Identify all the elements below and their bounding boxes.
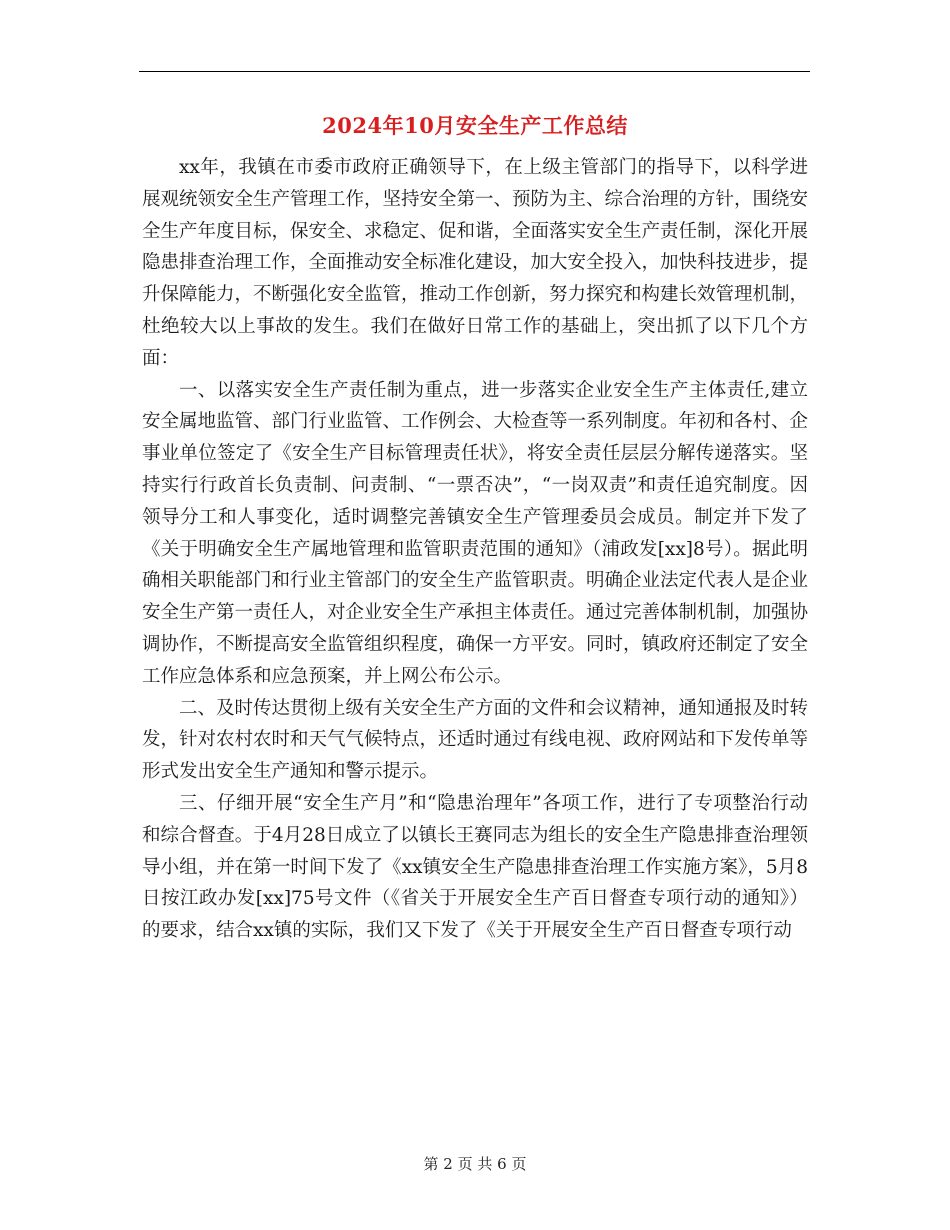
paragraph-section-2: 二、及时传达贯彻上级有关安全生产方面的文件和会议精神，通知通报及时转发，针对农村农时和天气气候特点，还适时通过有线电视、政府网站和下发传单等形式发出安全生产通知和警示提示。: [142, 697, 809, 783]
paragraph-section-3: 三、仔细开展“安全生产月”和“隐患治理年”各项工作，进行了专项整治行动和综合督查。于4月28日成立了以镇长王赛同志为组长的安全生产隐患排查治理领导小组，并在第一时间下发了《xx镇安全生产隐患排查治理工作实施方案》，5月8日按江政办发[xx]75号文件（《省关于开展安全生产百日督查专项行动的通知》）的要求，结合xx镇的实际，我们又下发了《关于开展安全生产百日督查专项行动: [142, 792, 808, 942]
document-body: [142, 152, 808, 947]
header-rule: [139, 71, 810, 72]
paragraph-intro: xx年，我镇在市委市政府正确领导下，在上级主管部门的指导下，以科学进展观统领安全生产管理工作，坚持安全第一、预防为主、综合治理的方针，围绕安全生产年度目标，保安全、求稳定、促和谐，全面落实安全生产责任制，深化开展隐患排查治理工作，全面推动安全标准化建设，加大安全投入，加快科技进步，提升保障能力，不断强化安全监管，推动工作创新，努力探究和构建长效管理机制，杜绝较大以上事故的发生。我们在做好日常工作的基础上，突出抓了以下几个方面：: [142, 157, 809, 369]
paragraph-section-1: 一、以落实安全生产责任制为重点，进一步落实企业安全生产主体责任,建立安全属地监管、部门行业监管、工作例会、大检查等一系列制度。年初和各村、企事业单位签定了《安全生产目标管理责任状》，将安全责任层层分解传递落实。坚持实行行政首长负责制、问责制、“一票否决”，“一岗双责”和责任追究制度。因领导分工和人事变化，适时调整完善镇安全生产管理委员会成员。制定并下发了《关于明确安全生产属地管理和监管职责范围的通知》（浦政发[xx]8号）。据此明确相关职能部门和行业主管部门的安全生产监管职责。明确企业法定代表人是企业安全生产第一责任人，对企业安全生产承担主体责任。通过完善体制机制，加强协调协作，不断提高安全监管组织程度，确保一方平安。同时，镇政府还制定了安全工作应急体系和应急预案，并上网公布公示。: [142, 379, 809, 687]
page-number-footer: 第 2 页 共 6 页: [423, 1155, 527, 1173]
document-title: 2024年10月安全生产工作总结: [322, 113, 628, 138]
